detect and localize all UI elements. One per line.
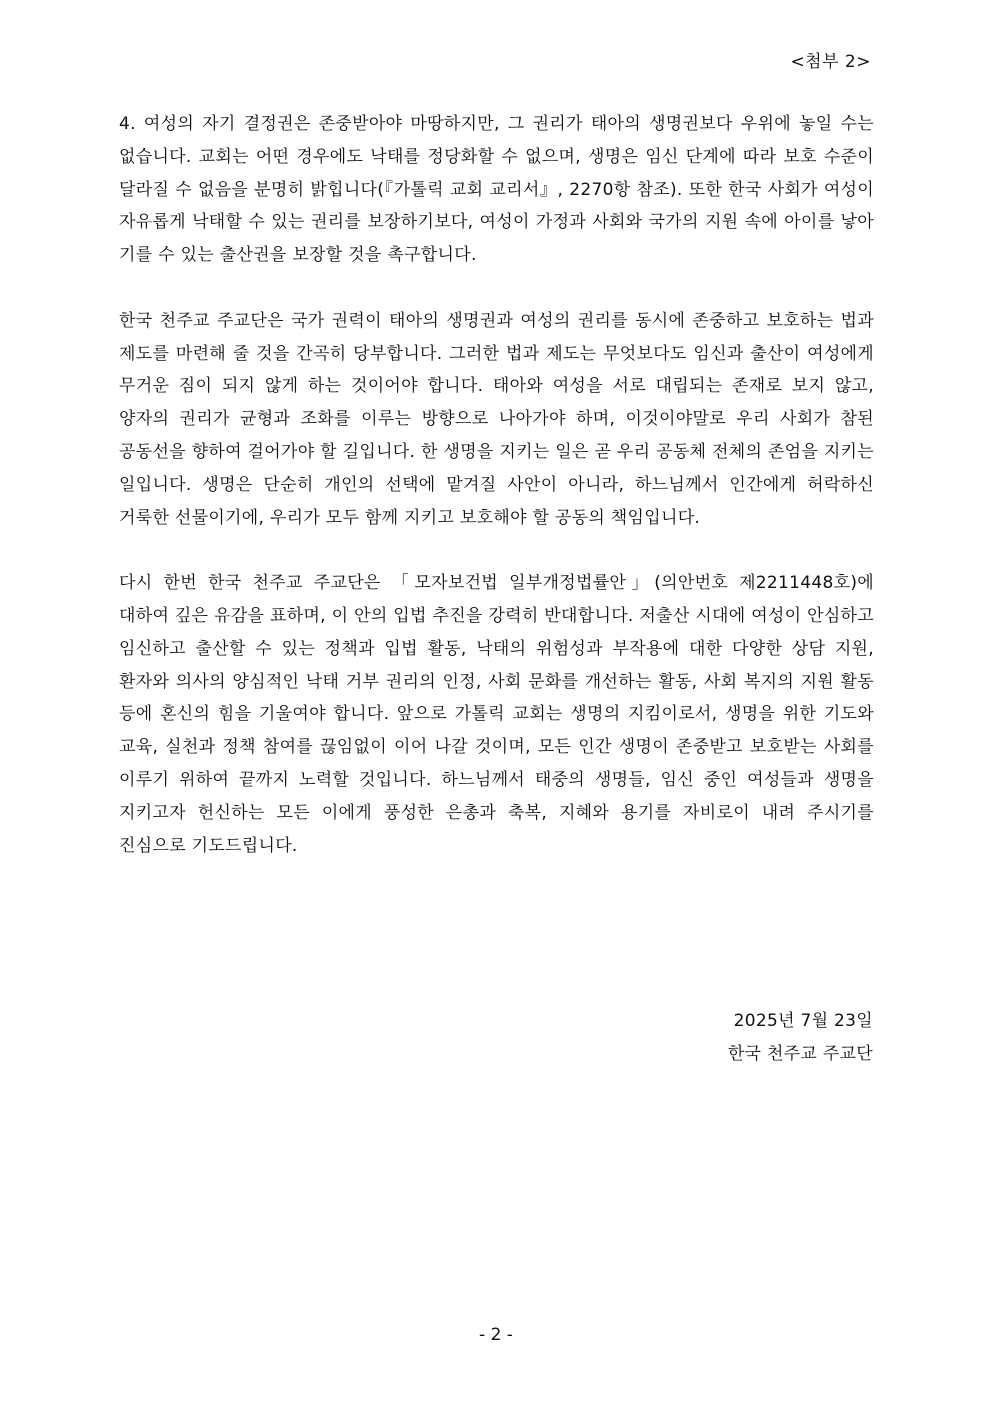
signature-block [728, 1005, 873, 1071]
signer-name: 한국 천주교 주교단 [727, 1044, 873, 1064]
attachment-label: <첨부 2> [790, 52, 871, 72]
document-body [119, 108, 874, 895]
document-date: 2025년 7월 23일 [733, 1011, 873, 1031]
paragraph-2: 한국 천주교 주교단은 국가 권력이 태아의 생명권과 여성의 권리를 동시에 존중하고 보호하는 법과 제도를 마련해 줄 것을 간곡히 당부합니다. 그러한 법과 제도는 무엇보다도 임신과 출산이 여성에게 무거운 짐이 되지 않게 하는 것이어야 합니다. 태아와 여성을 서로 대립되는 존재로 보지 않고, 양자의 권리가 균형과 조화를 이루는 방향으로 나아가야 하며, 이것이야말로 우리 사회가 참된 공동선을 향하여 걸어가야 할 길입니다. 한 생명을 지키는 일은 곧 우리 공동체 전체의 존엄을 지키는 일입니다. 생명은 단순히 개인의 선택에 맡겨질 사안이 아니라, 하느님께서 인간에게 허락하신 거룩한 선물이기에, 우리가 모두 함께 지키고 보호해야 할 공동의 책임입니다. [119, 310, 874, 528]
page-number: - 2 - [479, 1325, 513, 1345]
paragraph-3: 다시 한번 한국 천주교 주교단은 「모자보건법 일부개정법률안」(의안번호 제2211448호)에 대하여 깊은 유감을 표하며, 이 안의 입법 추진을 강력히 반대합니다. 저출산 시대에 여성이 안심하고 임신하고 출산할 수 있는 정책과 입법 활동, 낙태의 위험성과 부작용에 대한 다양한 상담 지원, 환자와 의사의 양심적인 낙태 거부 권리의 인정, 사회 문화를 개선하는 활동, 사회 복지의 지원 활동 등에 혼신의 힘을 기울여야 합니다. 앞으로 가톨릭 교회는 생명의 지킴이로서, 생명을 위한 기도와 교육, 실천과 정책 참여를 끊임없이 이어 나갈 것이며, 모든 인간 생명이 존중받고 보호받는 사회를 이루기 위하여 끝까지 노력할 것입니다. 하느님께서 태중의 생명들, 임신 중인 여성들과 생명을 지키고자 헌신하는 모든 이에게 풍성한 은총과 축복, 지혜와 용기를 자비로이 내려 주시기를 진심으로 기도드립니다. [119, 573, 874, 856]
paragraph-1: 4. 여성의 자기 결정권은 존중받아야 마땅하지만, 그 권리가 태아의 생명권보다 우위에 놓일 수는 없습니다. 교회는 어떤 경우에도 낙태를 정당화할 수 없으며, 생명은 임신 단계에 따라 보호 수준이 달라질 수 없음을 분명히 밝힙니다(『가톨릭 교회 교리서』, 2270항 참조). 또한 한국 사회가 여성이 자유롭게 낙태할 수 있는 권리를 보장하기보다, 여성이 가정과 사회와 국가의 지원 속에 아이를 낳아 기를 수 있는 출산권을 보장할 것을 촉구합니다. [119, 114, 874, 266]
